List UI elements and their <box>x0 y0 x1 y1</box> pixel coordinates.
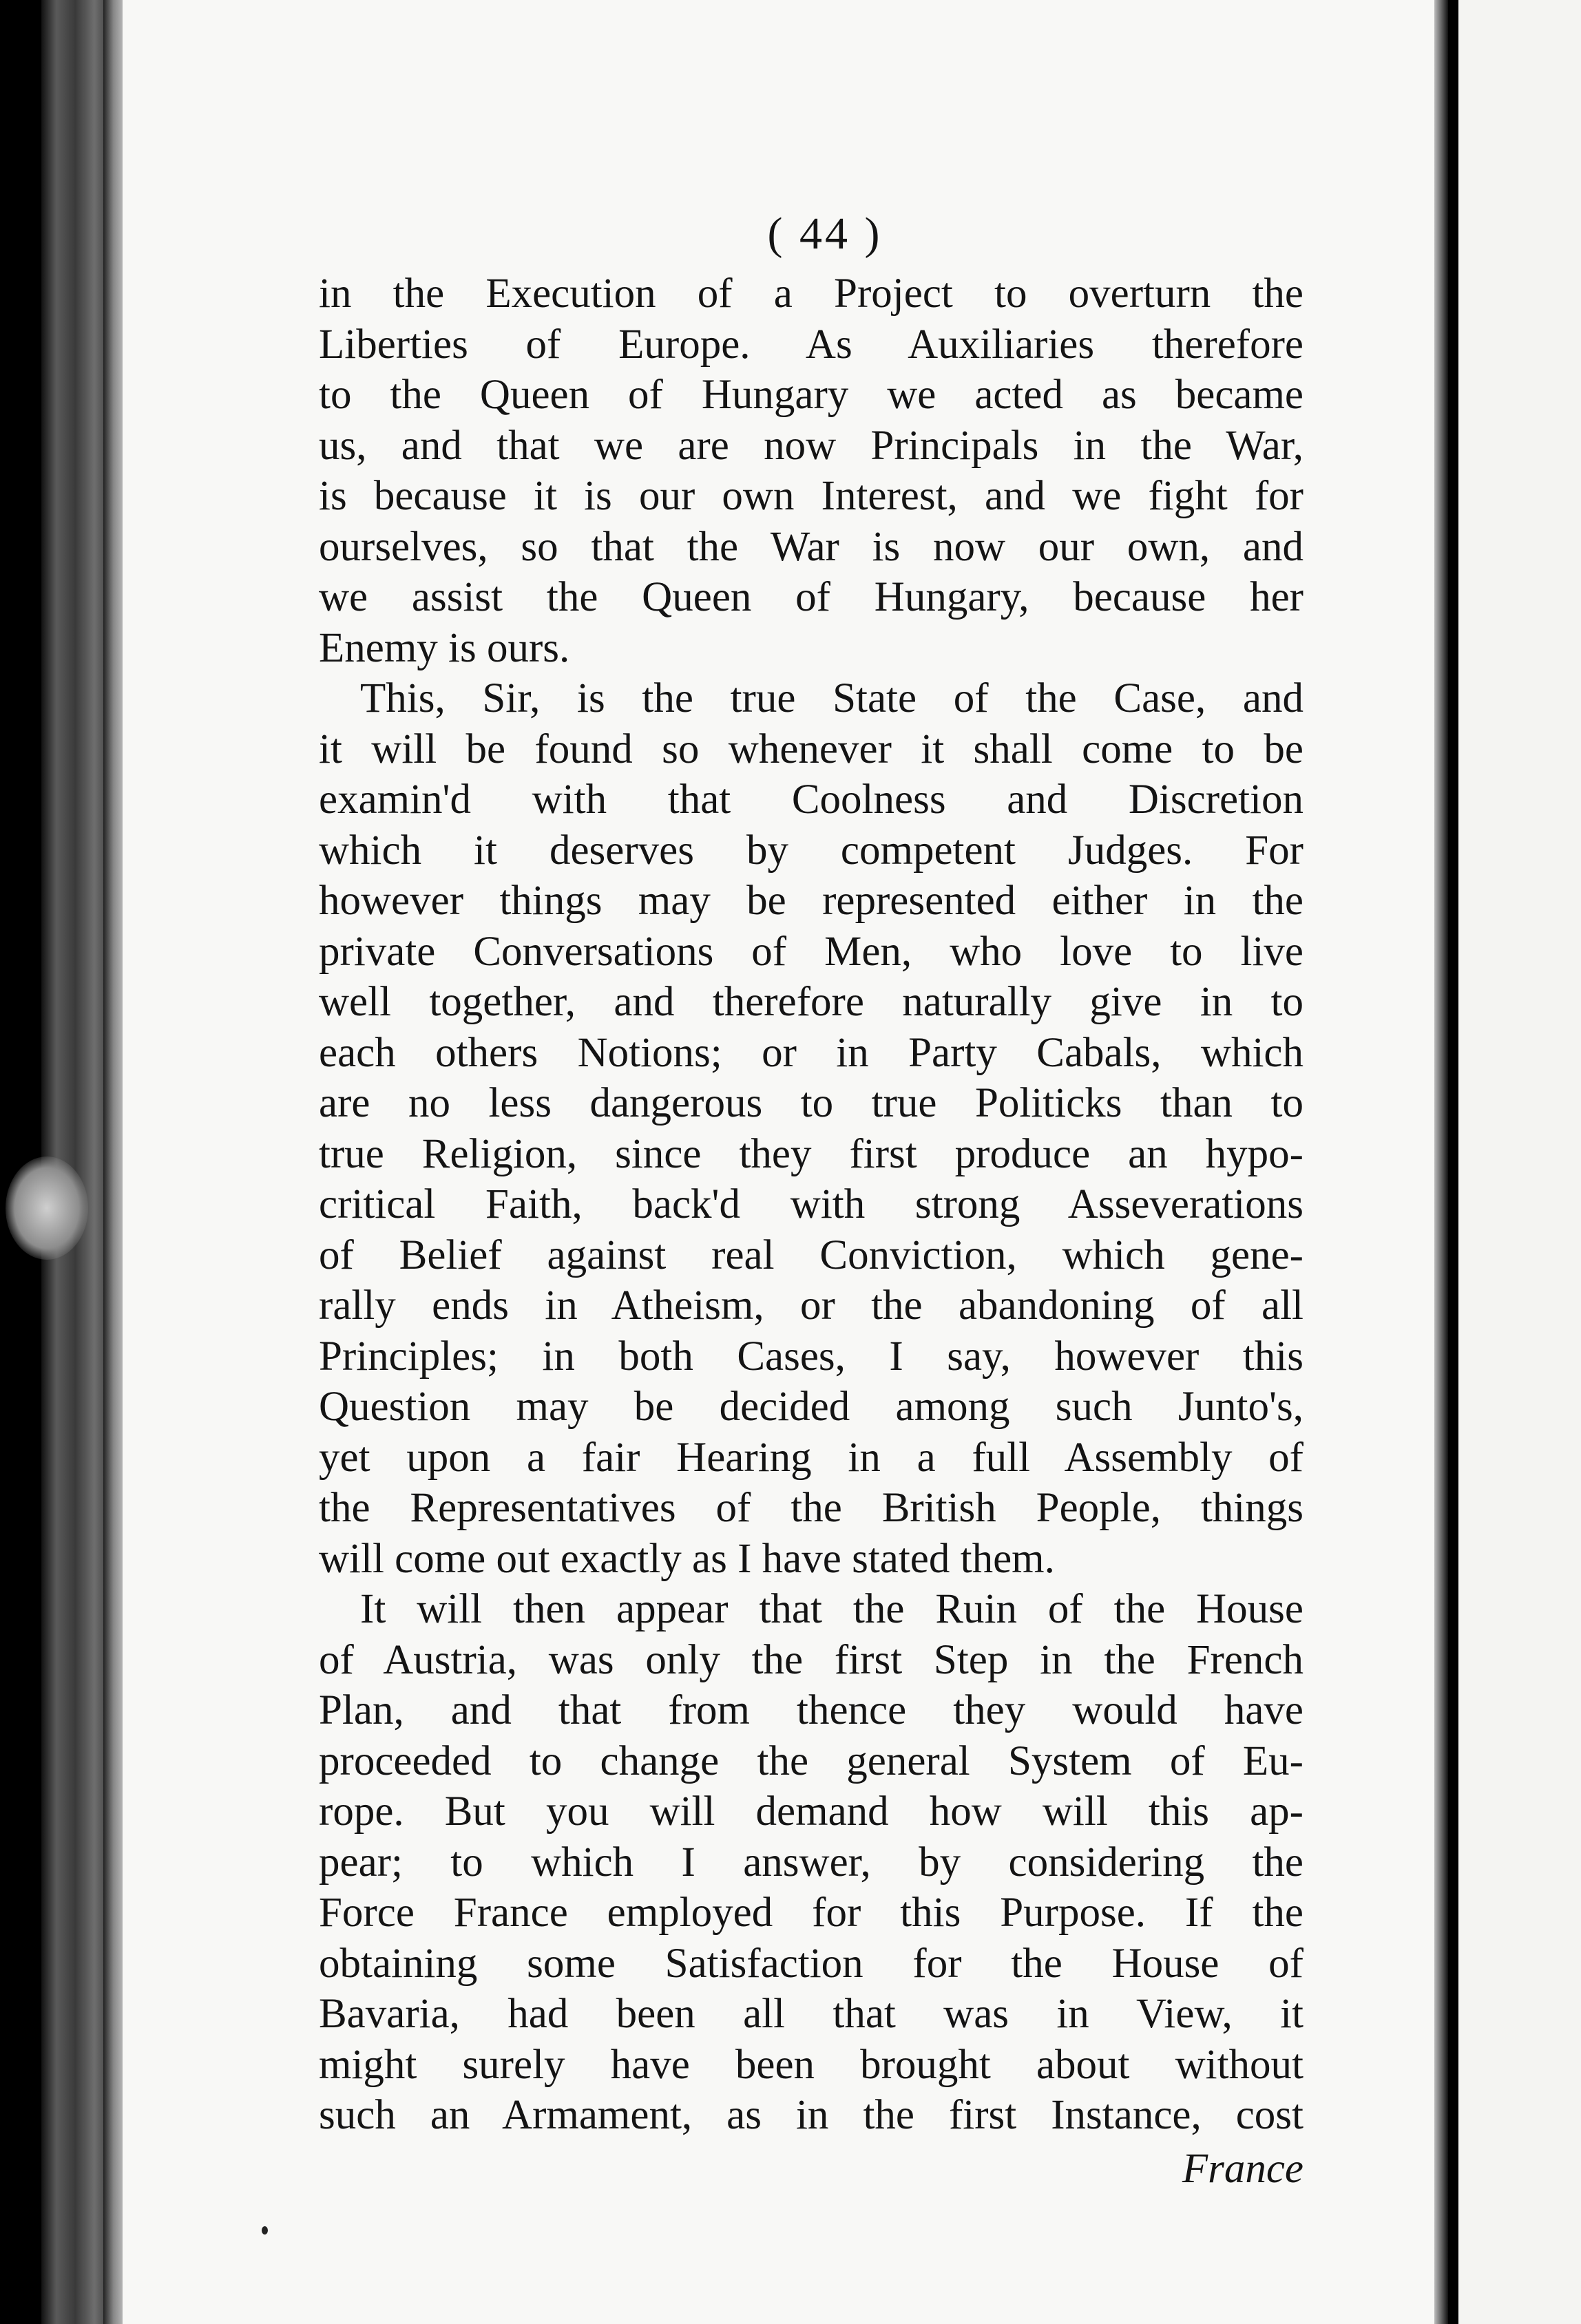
text-line: Force France employed for this Purpose. If the <box>319 1890 1303 1936</box>
text-line: rally ends in Atheism, or the abandoning of all <box>319 1282 1303 1329</box>
text-line: of Austria, was only the first Step in the French <box>319 1636 1303 1683</box>
page-edge-shadow <box>1434 0 1448 2324</box>
text-line: which it deserves by competent Judges. For <box>319 827 1303 874</box>
text-line: yet upon a fair Hearing in a full Assembly of <box>319 1434 1303 1481</box>
adjacent-page <box>1458 0 1581 2324</box>
text-line: will come out exactly as I have stated them. <box>319 1535 1055 1582</box>
text-line: are no less dangerous to true Politicks than to <box>319 1080 1303 1126</box>
text-line: such an Armament, as in the first Instance, cost <box>319 2092 1303 2138</box>
text-line: Enemy is ours. <box>319 624 570 671</box>
text-line: This, Sir, is the true State of the Case, and <box>360 675 1303 721</box>
page-number: ( 44 ) <box>767 209 883 259</box>
text-line: It will then appear that the Ruin of the House <box>360 1586 1303 1632</box>
text-block <box>319 200 1303 2194</box>
text-line: proceeded to change the general System of Eu- <box>319 1737 1303 1784</box>
text-line: obtaining some Satisfaction for the House of <box>319 1940 1303 1987</box>
text-line: ourselves, so that the War is now our own, and <box>319 523 1303 570</box>
catchword: France <box>1182 2145 1303 2192</box>
text-line: pear; to which I answer, by considering the <box>319 1839 1303 1885</box>
text-line: well together, and therefore naturally give in to <box>319 979 1303 1025</box>
margin-blot <box>6 1156 88 1260</box>
text-line: Plan, and that from thence they would have <box>319 1687 1303 1733</box>
text-line: Principles; in both Cases, I say, however this <box>319 1333 1303 1380</box>
text-line: Question may be decided among such Junto's, <box>319 1384 1303 1430</box>
text-line: to the Queen of Hungary we acted as became <box>319 372 1303 418</box>
text-line: might surely have been brought about without <box>319 2041 1303 2088</box>
text-line: Bavaria, had been all that was in View, it <box>319 1991 1303 2037</box>
text-line: true Religion, since they first produce an hypo- <box>319 1130 1303 1177</box>
text-line: we assist the Queen of Hungary, because her <box>319 574 1303 620</box>
ink-speck <box>262 2226 268 2235</box>
text-line: private Conversations of Men, who love to live <box>319 928 1303 975</box>
text-line: the Representatives of the British People, things <box>319 1485 1303 1531</box>
body-text <box>319 268 1303 2141</box>
text-line: however things may be represented either in the <box>319 878 1303 924</box>
text-line: critical Faith, back'd with strong Asseverations <box>319 1181 1303 1227</box>
text-line: rope. But you will demand how will this ap- <box>319 1788 1303 1835</box>
text-line: examin'd with that Coolness and Discretion <box>319 777 1303 823</box>
text-line: it will be found so whenever it shall come to be <box>319 726 1303 772</box>
text-line: Liberties of Europe. As Auxiliaries therefore <box>319 321 1303 368</box>
text-line: each others Notions; or in Party Cabals, which <box>319 1029 1303 1076</box>
text-line: is because it is our own Interest, and we fight for <box>319 473 1303 519</box>
text-line: us, and that we are now Principals in the War, <box>319 422 1303 469</box>
text-line: of Belief against real Conviction, which gene- <box>319 1232 1303 1278</box>
text-line: in the Execution of a Project to overturn the <box>319 271 1303 317</box>
spine-edge <box>103 0 124 2324</box>
